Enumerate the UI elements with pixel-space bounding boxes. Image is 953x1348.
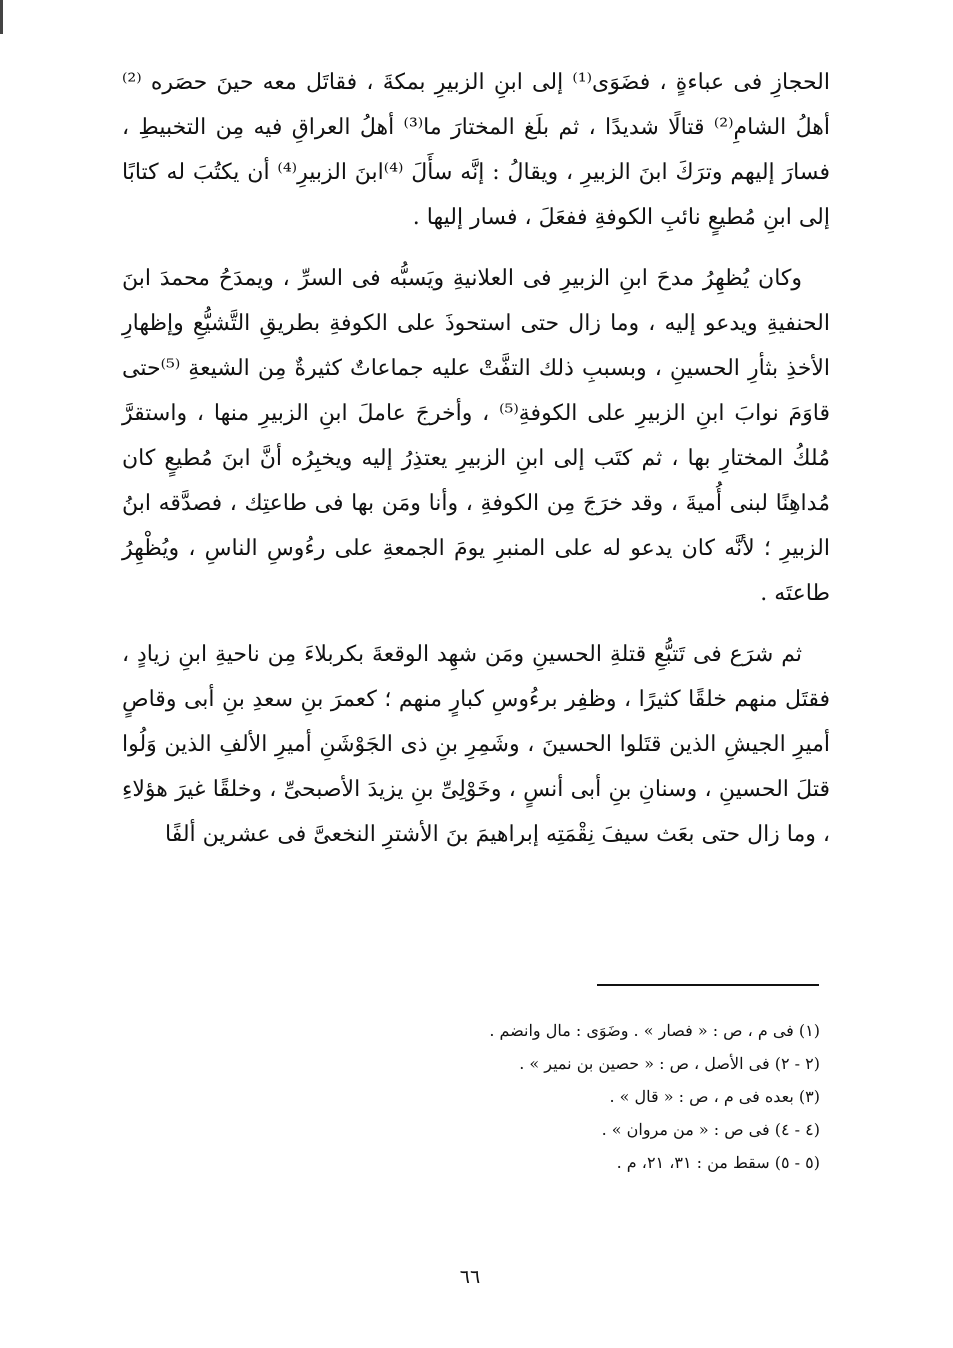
paragraph-1: الحجازِ فى عباءةٍ ، فضَوَى⁽¹⁾ إلى ابنِ الزبيرِ بمكةَ ، فقاتَل معه حينَ حصَره ⁽²⁾أهلُ الشامِ⁽²⁾ قتالًا شديدًا ، ثم بلَغ المختارَ ما⁽³⁾ أهلُ العراقِ فيه مِن التخبيطِ ، فسارَ إليهم وترَكَ ابنَ الزبيرِ ، ويقالُ : إنَّه سأَلَ ⁽⁴⁾ابنَ الزبيرِ⁽⁴⁾ أن يكتُبَ له كتابًا إلى ابنِ مُطيعٍ نائبِ الكوفةِ ففعَلَ ، فسار إليها .	[122, 70, 830, 230]
page-number: ٦٦	[459, 1266, 481, 1288]
footnotes	[360, 1014, 820, 1179]
footnote-4: (٤ - ٤) فى ص : « من مروان » .	[601, 1120, 820, 1139]
footnote-3: (٣) بعده فى م ، ص : « قال » .	[609, 1087, 820, 1106]
footnote-separator	[597, 984, 819, 986]
paragraph-2: وكان يُظهِرُ مدحَ ابنِ الزبيرِ فى العلانيةِ ويَسبُّه فى السرِّ ، ويمدَحُ محمدَ ابنَ الحنفيةِ ويدعو إليه ، وما زال حتى استحوذَ على الكوفةِ بطريقِ التَّشيُّعِ وإظهارِ الأخذِ بثأرِ الحسينِ ، وبسببِ ذلك التفَّتْ عليه جماعاتٌ كثيرةٌ مِن الشيعةِ ⁽⁵⁾حتى قاوَمَ نوابَ ابنِ الزبيرِ على الكوفةِ⁽⁵⁾ ، وأخرجَ عاملَ ابنِ الزبيرِ منها ، واستقرَّ مُلكُ المختارِ بها ، ثم كتَب إلى ابنِ الزبيرِ يعتذِرُ إليه ويخبِرُه أنَّ ابنَ مُطيعٍ كان مُداهِنًا لبنى أُميةَ ، وقد خرَجَ مِن الكوفةِ ، وأنا ومَن بها فى طاعتِك ، فصدَّقه ابنُ الزبيرِ ؛ لأنَّه كان يدعو له على المنبرِ يومَ الجمعةِ على رءُوسِ الناسِ ، ويُظْهِرُ طاعتَه .	[122, 266, 831, 606]
scan-edge-mark	[0, 0, 3, 34]
footnote-1: (١) فى م ، ص : « فصار » . وضَوَى : مال وانضم .	[489, 1021, 820, 1040]
footnote-2: (٢ - ٢) فى الأصل ، ص : « حصين بن نمير » .	[519, 1054, 820, 1073]
paragraph-3: ثم شرَع فى تَتبُّعِ قتلةِ الحسينِ ومَن شهِد الوقعةَ بكربلاءَ مِن ناحيةِ ابنِ زيادٍ ، فقتَل منهم خلقًا كثيرًا ، وظفِر برءُوسِ كبارٍ منهم ؛ كعمرَ بنِ سعدِ بنِ أبى وقاصٍ أميرِ الجيشِ الذين قتَلوا الحسينَ ، وشَمِرِ بنِ ذى الجَوْشَنِ أميرِ الألفِ الذين وَلُوا قتلَ الحسينِ ، وسنانِ بنِ أبى أنسٍ ، وخَوْلِىِّ بنِ يزيدَ الأصبحىِّ ، وخلقًا غيرَ هؤلاءِ ، وما زال حتى بعَث سيفَ نِقْمَتِه إبراهيمَ بنَ الأشترِ النخعىَّ فى عشرين ألفًا	[122, 642, 830, 847]
main-text	[122, 60, 830, 873]
footnote-5: (٥ - ٥) سقط من : ٣١، ٢١، م .	[616, 1153, 820, 1172]
